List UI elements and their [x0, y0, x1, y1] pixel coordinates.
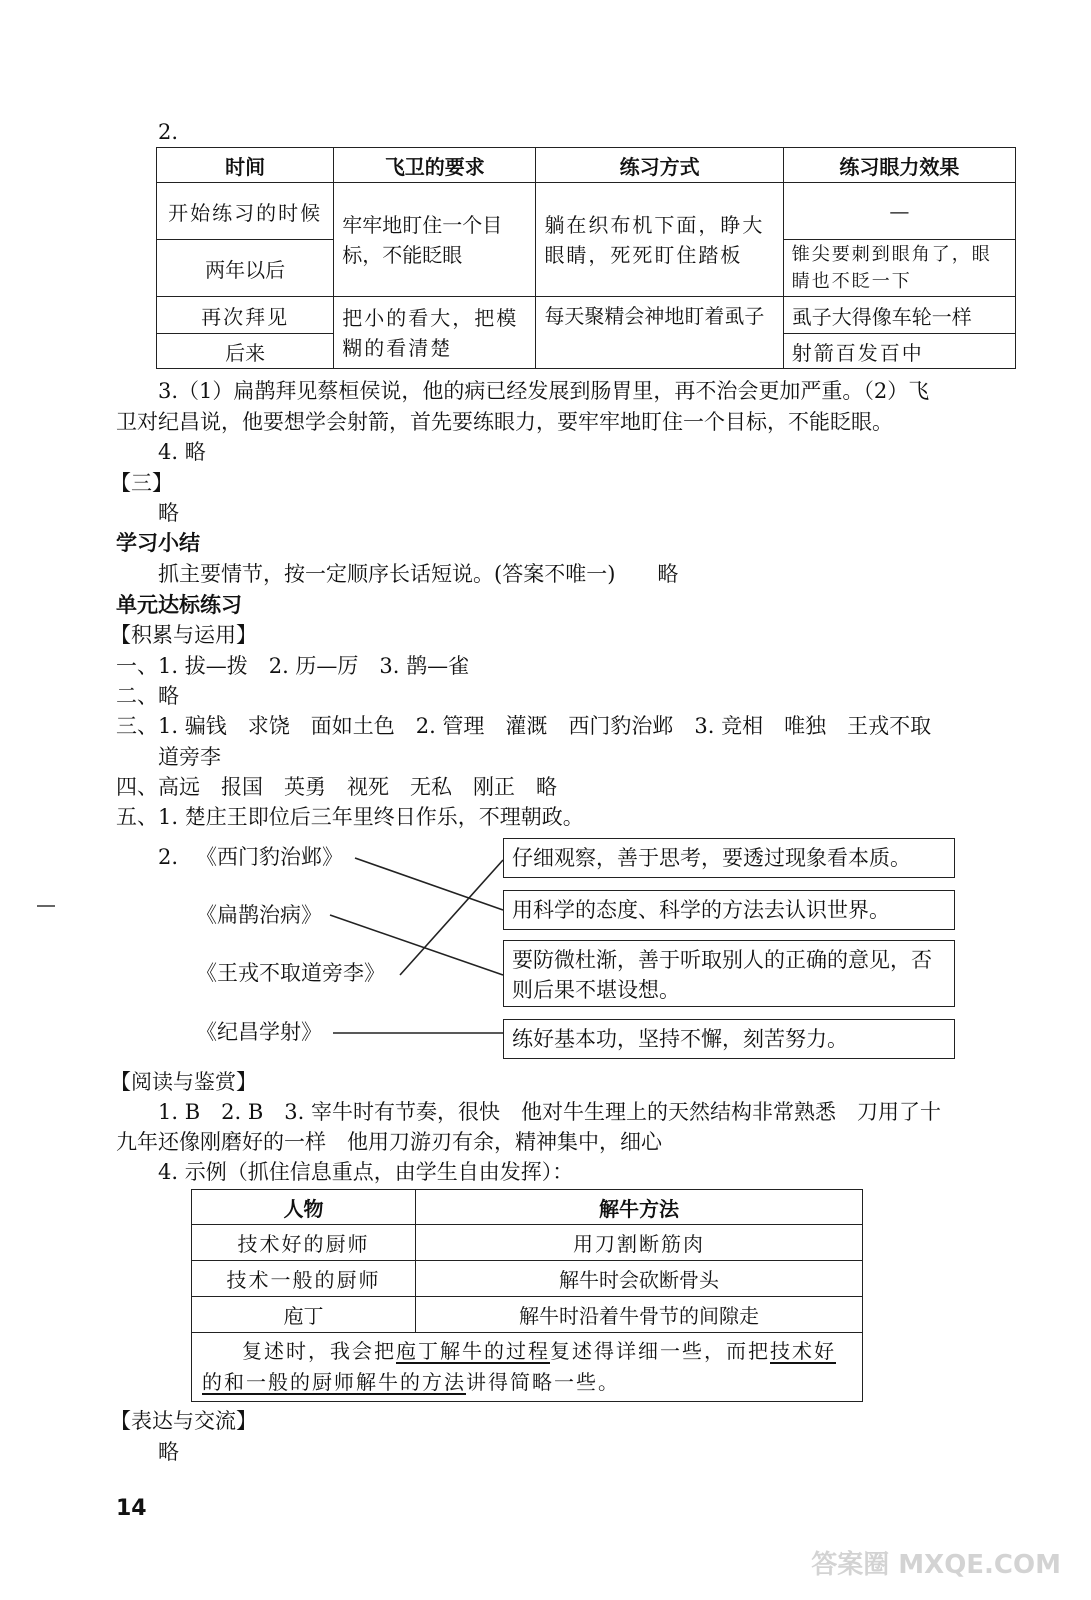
answer-line: 4. 略 [158, 440, 206, 464]
answer-line: 三、1. 骗钱 求饶 面如土色 2. 管理 灌溉 西门豹治邺 3. 竞相 唯独 王戎不取 [116, 714, 932, 738]
table-cell: 射箭百发百中 [783, 334, 1015, 369]
answer-line: 4. 示例（抓住信息重点，由学生自由发挥）： [158, 1160, 574, 1184]
answer-line: 抓主要情节，按一定顺序长话短说。(答案不唯一) 略 [158, 562, 679, 586]
item-number: 2. [158, 845, 179, 869]
table-header: 人物 [192, 1190, 416, 1225]
page-number: 14 [116, 1496, 147, 1521]
match-right-box: 要防微杜渐，善于听取别人的正确的意见，否则后果不堪设想。 [503, 940, 955, 1007]
section-heading: 【三】 [110, 471, 173, 495]
watermark-text: 答案圈 MXQE.COM [811, 1550, 1061, 1580]
butcher-table [191, 1189, 863, 1402]
match-left-item: 《纪昌学射》 [196, 1020, 322, 1044]
answer-line: 3.（1）扁鹊拜见蔡桓侯说，他的病已经发展到肠胃里，再不治会更加严重。（2）飞 [158, 379, 930, 403]
answer-line: 四、高远 报国 英勇 视死 无私 刚正 略 [116, 775, 557, 799]
table-header: 练习方式 [536, 148, 783, 183]
answer-line: 一、1. 拔—拨 2. 历—厉 3. 鹊—雀 [116, 654, 470, 678]
table-header: 时间 [157, 148, 334, 183]
section-title: 单元达标练习 [116, 593, 242, 617]
answer-line: 1. B 2. B 3. 宰牛时有节奏，很快 他对牛生理上的天然结构非常熟悉 刀用了十 [158, 1100, 941, 1124]
table-cell: 解牛时沿着牛骨节的间隙走 [416, 1297, 863, 1333]
table-note [192, 1333, 863, 1402]
note-underlined: 技术好 [770, 1339, 836, 1363]
item-number: 2. [158, 120, 179, 144]
note-text: 讲得简略一些。 [466, 1370, 620, 1394]
match-left-item: 《扁鹊治病》 [196, 903, 322, 927]
note-underlined: 庖丁解牛的过程 [396, 1339, 550, 1363]
table-cell: 后来 [157, 334, 334, 369]
note-underlined: 的和一般的厨师解牛的方法 [202, 1370, 466, 1394]
table-cell: 每天聚精会神地盯着虱子 [536, 297, 783, 369]
section-heading: 【阅读与鉴赏】 [110, 1070, 257, 1094]
table-cell: 开始练习的时候 [157, 183, 334, 240]
answer-line: 九年还像刚磨好的一样 他用刀游刃有余，精神集中，细心 [116, 1130, 662, 1154]
table-cell: 躺在织布机下面，睁大眼睛，死死盯住踏板 [536, 183, 783, 297]
match-left-item: 《王戎不取道旁李》 [196, 961, 385, 985]
answer-line: 略 [158, 501, 179, 525]
answer-line: 二、略 [116, 684, 179, 708]
table-header: 练习眼力效果 [783, 148, 1015, 183]
table-cell: 虱子大得像车轮一样 [783, 297, 1015, 334]
match-left-item: 《西门豹治邺》 [196, 845, 343, 869]
table-header: 飞卫的要求 [334, 148, 536, 183]
match-right-box: 用科学的态度、科学的方法去认识世界。 [503, 890, 955, 930]
match-right-box: 练好基本功，坚持不懈，刻苦努力。 [503, 1019, 955, 1059]
answer-line: 道旁李 [158, 745, 221, 769]
answer-line: 略 [158, 1440, 179, 1464]
table-cell: 牢牢地盯住一个目标，不能眨眼 [334, 183, 536, 297]
table-cell: 两年以后 [157, 240, 334, 297]
answer-line: 五、1. 楚庄王即位后三年里终日作乐，不理朝政。 [116, 805, 584, 829]
note-text: 复述得详细一些，而把 [550, 1339, 770, 1363]
table-cell: 解牛时会砍断骨头 [416, 1261, 863, 1297]
table-cell: 庖丁 [192, 1297, 416, 1333]
answer-line: 卫对纪昌说，他要想学会射箭，首先要练眼力，要牢牢地盯住一个目标，不能眨眼。 [116, 410, 893, 434]
section-heading: 【积累与运用】 [110, 623, 257, 647]
table-cell: — [783, 183, 1015, 240]
table-cell: 再次拜见 [157, 297, 334, 334]
table-header: 解牛方法 [416, 1190, 863, 1225]
table-cell: 技术好的厨师 [192, 1225, 416, 1261]
table-cell: 把小的看大，把模糊的看清楚 [334, 297, 536, 369]
table-cell: 锥尖要刺到眼角了，眼睛也不眨一下 [783, 240, 1015, 297]
note-text: 复述时，我会把 [242, 1339, 396, 1363]
section-title: 学习小结 [116, 531, 200, 555]
watermark-logo [811, 1550, 1061, 1580]
table-cell: 技术一般的厨师 [192, 1261, 416, 1297]
match-line [330, 915, 503, 975]
match-right-box: 仔细观察，善于思考，要透过现象看本质。 [503, 838, 955, 878]
section-heading: 【表达与交流】 [110, 1409, 257, 1433]
table-cell: 用刀割断筋肉 [416, 1225, 863, 1261]
